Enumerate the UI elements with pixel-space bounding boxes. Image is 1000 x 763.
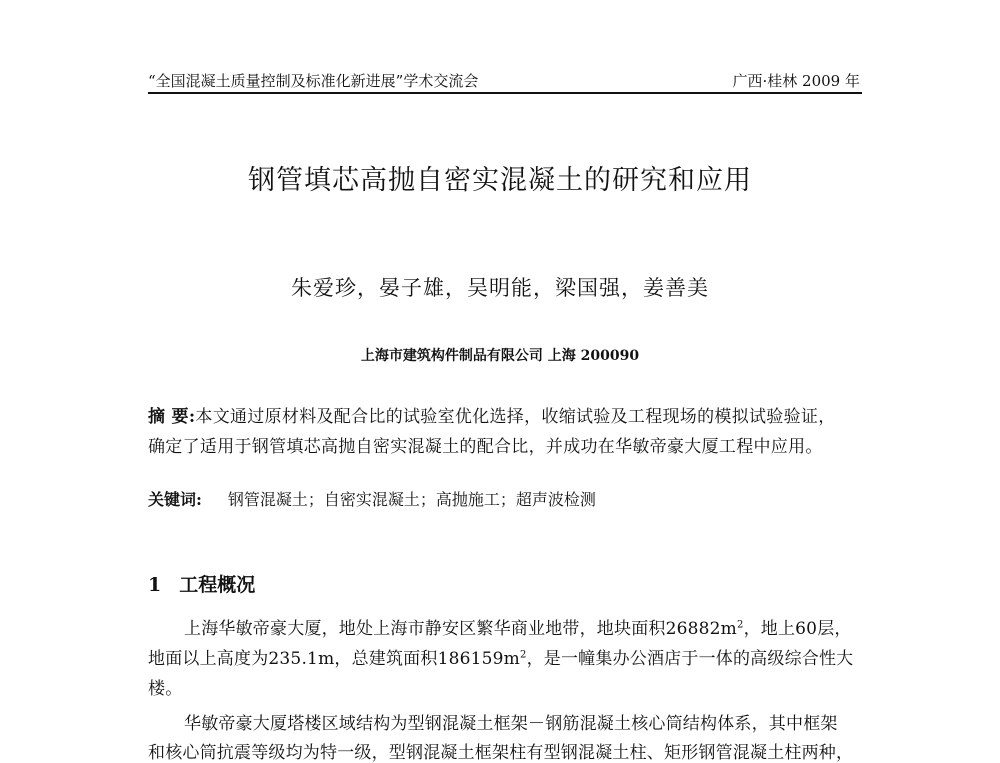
paragraph-1-line-1b: ，地上60层， <box>743 619 852 639</box>
area-superscript-2: 2 <box>520 649 527 661</box>
keywords <box>148 487 596 510</box>
author-list: 朱爱珍，晏子雄，吴明能，梁国强，姜善美 <box>291 276 709 300</box>
paragraph-1-line-1 <box>184 614 852 639</box>
paragraph-1-line-2a: 地面以上高度为235.1m，总建筑面积186159m <box>148 649 521 669</box>
keywords-text: 钢管混凝土；自密实混凝土；高抛施工；超声波检测 <box>227 490 596 509</box>
paragraph-1-line-2b: ，是一幢集办公酒店于一体的高级综合性大 <box>526 649 854 669</box>
header-conference: “全国混凝土质量控制及标准化新进展”学术交流会 <box>148 72 479 90</box>
area-superscript-1: 2 <box>737 619 744 631</box>
paragraph-1-line-3: 楼。 <box>148 679 183 699</box>
abstract-line-2: 确定了适用于钢管填芯高抛自密实混凝土的配合比，并成功在华敏帝豪大厦工程中应用。 <box>148 437 823 457</box>
abstract-text-1: 本文通过原材料及配合比的试验室优化选择，收缩试验及工程现场的模拟试验验证， <box>195 407 836 427</box>
running-header <box>148 66 862 94</box>
section-title: 工程概况 <box>179 574 256 596</box>
paper-title: 钢管填芯高抛自密实混凝土的研究和应用 <box>248 165 752 196</box>
abstract-line-1 <box>148 402 836 427</box>
paragraph-1-line-2 <box>148 644 853 669</box>
abstract-label: 摘 要: <box>148 407 196 427</box>
paragraph-2-line-2: 和核心筒抗震等级均为特一级，型钢混凝土框架柱有型钢混凝土柱、矩形钢管混凝土柱两种， <box>148 743 854 763</box>
section-number: 1 <box>148 574 162 596</box>
paragraph-1-line-1a: 上海华敏帝豪大厦，地处上海市静安区繁华商业地带，地块面积26882m <box>184 619 737 639</box>
affiliation: 上海市建筑构件制品有限公司 上海 200090 <box>360 348 640 364</box>
keywords-label: 关键词: <box>148 490 202 509</box>
section-heading-1 <box>148 570 255 597</box>
paragraph-2-line-1: 华敏帝豪大厦塔楼区域结构为型钢混凝土框架－钢筋混凝土核心筒结构体系，其中框架 <box>184 714 838 734</box>
header-location-year: 广西·桂林 2009 年 <box>732 72 860 90</box>
